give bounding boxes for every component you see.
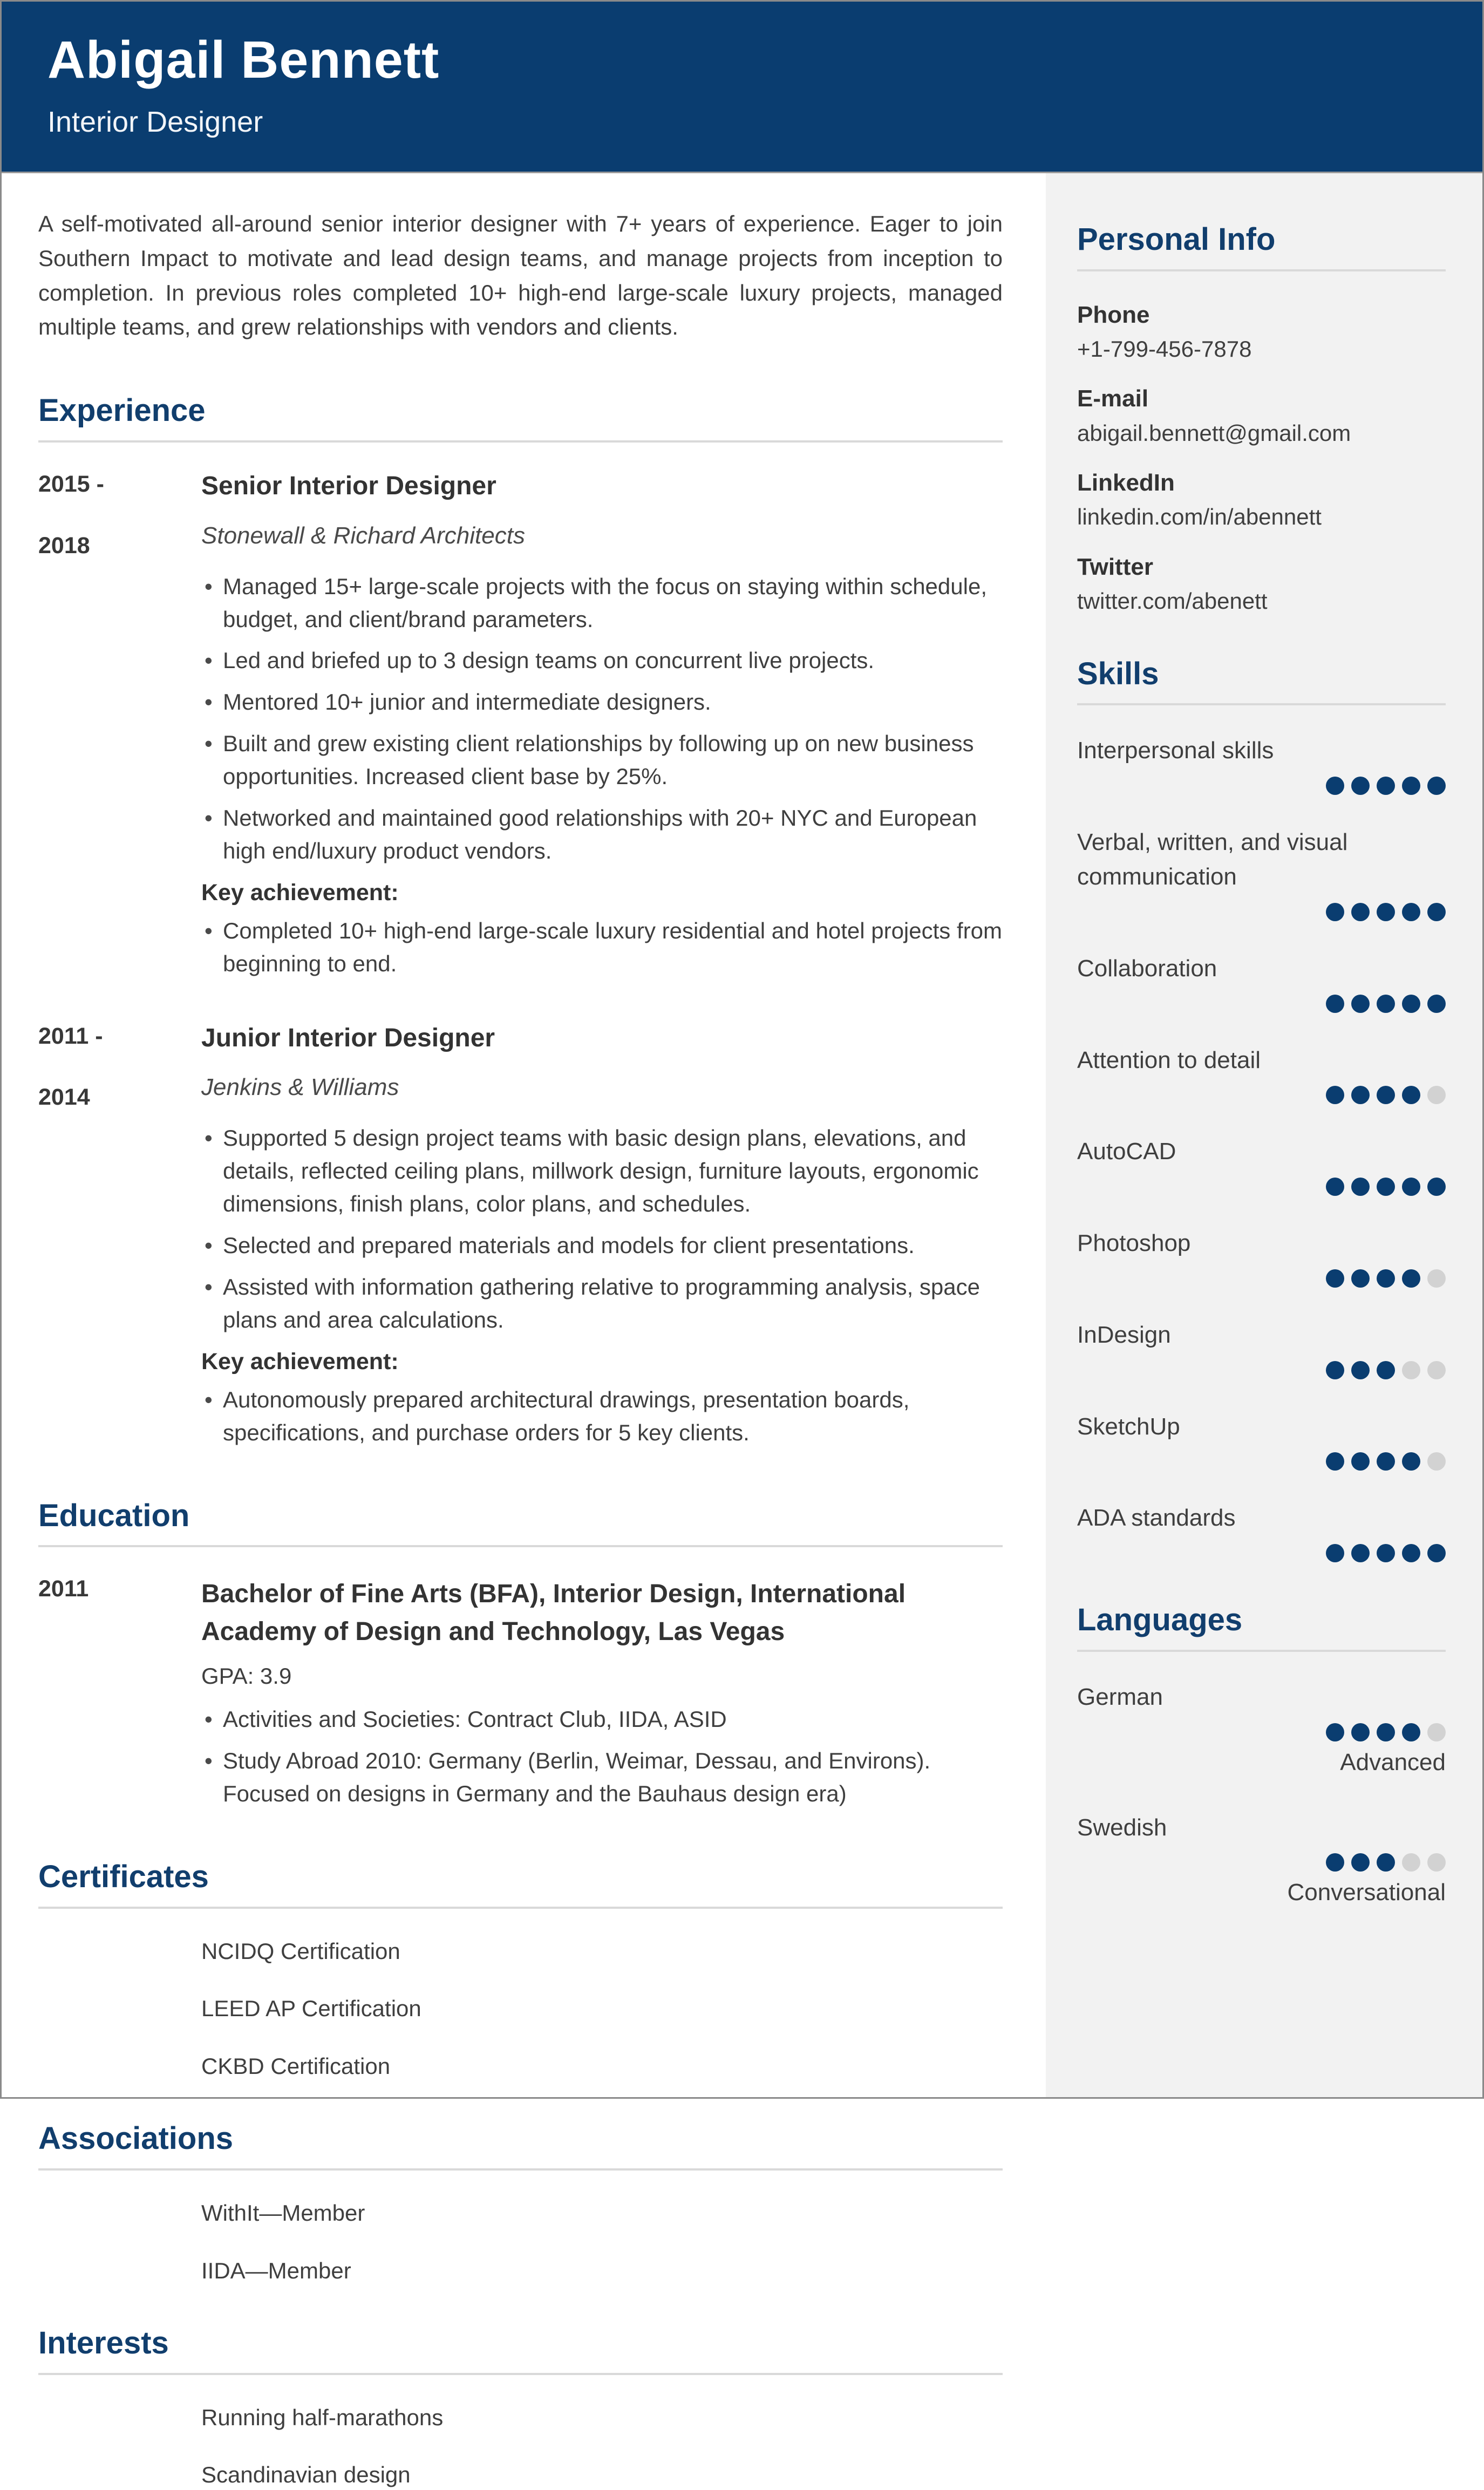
skill-rating <box>1077 1544 1446 1562</box>
interest-item: Running half-marathons <box>201 2404 444 2430</box>
language-name: German <box>1077 1683 1163 1710</box>
key-achievement-list <box>201 915 1003 981</box>
skill-entry <box>1077 1226 1446 1288</box>
interests-section <box>38 2324 1003 2490</box>
job-bullet-list <box>201 570 1003 868</box>
rating-dot <box>1326 1269 1344 1288</box>
rating-dot <box>1402 1269 1420 1288</box>
twitter-value: twitter.com/abenett <box>1077 588 1268 614</box>
skill-rating <box>1077 1086 1446 1104</box>
bullet-item: • Autonomously prepared architectural drawings, presentation boards, specifications, and purchase orders for 5 key clients. <box>201 1384 1003 1450</box>
languages-heading: Languages <box>1077 1602 1243 1638</box>
education-heading: Education <box>38 1498 190 1533</box>
experience-heading: Experience <box>38 393 206 428</box>
rating-dot <box>1377 1544 1395 1562</box>
person-name: Abigail Bennett <box>47 30 440 89</box>
bullet-item: • Study Abroad 2010: Germany (Berlin, Weimar, Dessau, and Environs). Focused on designs in Germany and the Bauhaus design era) <box>201 1745 1003 1811</box>
email-value: abigail.bennett@gmail.com <box>1077 420 1351 446</box>
job-date-to: 2018 <box>38 532 90 559</box>
rating-dot <box>1427 995 1446 1013</box>
section-divider <box>38 1907 1003 1909</box>
rating-dot <box>1326 1544 1344 1562</box>
personal-label: Twitter <box>1077 553 1153 580</box>
gpa-line: GPA: 3.9 <box>201 1663 292 1689</box>
rating-dot <box>1402 903 1420 921</box>
experience-section <box>38 392 1003 1458</box>
skill-entry <box>1077 1318 1446 1379</box>
certificate-item: CKBD Certification <box>201 2053 391 2079</box>
rating-dot <box>1377 1269 1395 1288</box>
skill-name: Attention to detail <box>1077 1046 1261 1073</box>
person-job-title: Interior Designer <box>47 105 263 138</box>
key-achievement-label: Key achievement: <box>201 879 399 906</box>
skill-rating <box>1077 777 1446 795</box>
rating-dot <box>1351 995 1370 1013</box>
degree-title: Bachelor of Fine Arts (BFA), Interior Design, International Academy of Design and Technology, Las Vegas <box>201 1580 906 1646</box>
language-entry <box>1077 1811 1446 1907</box>
associations-list <box>201 2199 1003 2285</box>
job-dates <box>38 1023 201 1458</box>
bullet-item: • Mentored 10+ junior and intermediate designers. <box>201 686 1003 719</box>
language-name: Swedish <box>1077 1814 1167 1841</box>
interests-heading: Interests <box>38 2325 169 2361</box>
job-entry <box>38 471 1003 989</box>
section-divider <box>1077 269 1446 271</box>
rating-dot <box>1377 1086 1395 1104</box>
rating-dot <box>1377 777 1395 795</box>
skill-name: Collaboration <box>1077 955 1217 982</box>
certificates-section <box>38 1858 1003 2081</box>
bullet-item: • Managed 15+ large-scale projects with the focus on staying within schedule, budget, and client/brand parameters. <box>201 570 1003 636</box>
rating-dot <box>1351 1086 1370 1104</box>
rating-dot <box>1326 1086 1344 1104</box>
skill-rating <box>1077 995 1446 1013</box>
skill-name: AutoCAD <box>1077 1138 1176 1165</box>
bullet-item: • Supported 5 design project teams with basic design plans, elevations, and details, reflected ceiling plans, millwork design, furniture layouts, ergonomic dimensions, finish plans, color plans, and schedules. <box>201 1122 1003 1221</box>
education-date: 2011 <box>38 1576 89 1602</box>
job-details <box>201 1023 1003 1458</box>
job-company: Stonewall & Richard Architects <box>201 522 525 549</box>
rating-dot <box>1377 1452 1395 1471</box>
rating-dot <box>1377 995 1395 1013</box>
personal-info-list <box>1077 300 1446 616</box>
rating-dot <box>1351 1853 1370 1872</box>
rating-dot <box>1326 777 1344 795</box>
language-level-label: Conversational <box>1287 1879 1446 1906</box>
languages-list <box>1077 1680 1446 1907</box>
skill-entry <box>1077 733 1446 795</box>
skills-list <box>1077 733 1446 1562</box>
skill-entry <box>1077 1410 1446 1471</box>
bullet-item: • Networked and maintained good relationships with 20+ NYC and European high end/luxury product vendors. <box>201 802 1003 868</box>
personal-label: Phone <box>1077 301 1150 328</box>
job-dates <box>38 471 201 989</box>
rating-dot <box>1427 1723 1446 1741</box>
rating-dot <box>1427 1452 1446 1471</box>
language-entry <box>1077 1680 1446 1776</box>
certificates-heading: Certificates <box>38 1859 209 1894</box>
skill-name: ADA standards <box>1077 1505 1236 1532</box>
section-divider <box>38 1545 1003 1547</box>
content-columns <box>2 173 1482 2488</box>
skills-heading: Skills <box>1077 656 1159 691</box>
skill-entry <box>1077 951 1446 1013</box>
personal-label: LinkedIn <box>1077 470 1175 496</box>
rating-dot <box>1402 1178 1420 1196</box>
interests-list <box>201 2403 1003 2490</box>
rating-dot <box>1351 1178 1370 1196</box>
association-item: IIDA—Member <box>201 2257 351 2283</box>
header <box>2 2 1482 173</box>
rating-dot <box>1351 1723 1370 1741</box>
main-column <box>2 173 1046 2488</box>
section-divider <box>1077 1650 1446 1652</box>
language-rating <box>1077 1853 1446 1872</box>
rating-dot <box>1326 1178 1344 1196</box>
language-level-label: Advanced <box>1340 1749 1446 1775</box>
rating-dot <box>1351 903 1370 921</box>
rating-dot <box>1377 1178 1395 1196</box>
skill-rating <box>1077 1178 1446 1196</box>
rating-dot <box>1402 1452 1420 1471</box>
linkedin-value: linkedin.com/in/abennett <box>1077 504 1322 530</box>
bullet-item: • Selected and prepared materials and models for client presentations. <box>201 1229 1003 1262</box>
key-achievement-label: Key achievement: <box>201 1348 399 1375</box>
phone-value: +1-799-456-7878 <box>1077 336 1252 362</box>
rating-dot <box>1427 1086 1446 1104</box>
associations-section <box>38 2120 1003 2285</box>
rating-dot <box>1326 903 1344 921</box>
rating-dot <box>1351 1361 1370 1379</box>
rating-dot <box>1377 903 1395 921</box>
section-divider <box>38 440 1003 443</box>
bullet-item: • Activities and Societies: Contract Club, IIDA, ASID <box>201 1703 1003 1736</box>
skill-entry <box>1077 1501 1446 1562</box>
job-title: Junior Interior Designer <box>201 1023 495 1052</box>
rating-dot <box>1402 1853 1420 1872</box>
rating-dot <box>1427 1544 1446 1562</box>
skill-rating <box>1077 903 1446 921</box>
skill-entry <box>1077 1134 1446 1196</box>
rating-dot <box>1427 1269 1446 1288</box>
rating-dot <box>1377 1723 1395 1741</box>
rating-dot <box>1402 1361 1420 1379</box>
job-date-to: 2014 <box>38 1084 90 1111</box>
section-divider <box>38 2168 1003 2171</box>
rating-dot <box>1427 1853 1446 1872</box>
section-divider <box>38 2373 1003 2375</box>
job-date-from: 2011 - <box>38 1023 103 1049</box>
bullet-item: • Built and grew existing client relationships by following up on new business opportunities. Increased client base by 25%. <box>201 727 1003 793</box>
language-rating <box>1077 1723 1446 1741</box>
rating-dot <box>1377 1853 1395 1872</box>
rating-dot <box>1427 1361 1446 1379</box>
rating-dot <box>1402 777 1420 795</box>
rating-dot <box>1402 1086 1420 1104</box>
personal-info-heading: Personal Info <box>1077 222 1276 257</box>
job-title: Senior Interior Designer <box>201 471 496 500</box>
certificates-list <box>201 1937 1003 2081</box>
summary-paragraph: A self-motivated all-around senior interior designer with 7+ years of experience. Eager to join Southern Impact to motivate and lead design teams, and manage projects from inception to completion. In previous roles completed 10+ high-end large-scale luxury projects, managed multiple teams, and grew relationships with vendors and clients. <box>38 211 1003 340</box>
bullet-item: • Completed 10+ high-end large-scale luxury residential and hotel projects from beginning to end. <box>201 915 1003 981</box>
skill-name: Photoshop <box>1077 1230 1191 1257</box>
job-details <box>201 471 1003 989</box>
rating-dot <box>1427 1178 1446 1196</box>
skill-rating <box>1077 1361 1446 1379</box>
rating-dot <box>1377 1361 1395 1379</box>
job-company: Jenkins & Williams <box>201 1074 399 1101</box>
section-divider <box>1077 703 1446 705</box>
rating-dot <box>1427 777 1446 795</box>
personal-label: E-mail <box>1077 385 1149 412</box>
skill-name: SketchUp <box>1077 1413 1180 1440</box>
skill-name: InDesign <box>1077 1321 1171 1348</box>
education-section <box>38 1497 1003 1819</box>
rating-dot <box>1351 777 1370 795</box>
education-bullet-list <box>201 1703 1003 1811</box>
interest-item: Scandinavian design <box>201 2462 411 2488</box>
skill-name: Verbal, written, and visual communication <box>1077 829 1348 890</box>
associations-heading: Associations <box>38 2121 233 2156</box>
certificate-item: NCIDQ Certification <box>201 1938 400 1964</box>
rating-dot <box>1326 1452 1344 1471</box>
sidebar <box>1046 173 1482 2097</box>
job-entry <box>38 1023 1003 1458</box>
rating-dot <box>1326 995 1344 1013</box>
education-details <box>201 1575 1003 1819</box>
skill-entry <box>1077 825 1446 921</box>
rating-dot <box>1402 995 1420 1013</box>
certificate-item: LEED AP Certification <box>201 1996 421 2022</box>
rating-dot <box>1351 1269 1370 1288</box>
education-entry <box>38 1575 1003 1819</box>
rating-dot <box>1402 1544 1420 1562</box>
skill-name: Interpersonal skills <box>1077 737 1274 764</box>
rating-dot <box>1427 903 1446 921</box>
rating-dot <box>1326 1723 1344 1741</box>
skill-rating <box>1077 1269 1446 1288</box>
skill-entry <box>1077 1043 1446 1105</box>
rating-dot <box>1326 1361 1344 1379</box>
rating-dot <box>1326 1853 1344 1872</box>
rating-dot <box>1351 1544 1370 1562</box>
bullet-item: • Assisted with information gathering relative to programming analysis, space plans and area calculations. <box>201 1271 1003 1337</box>
bullet-item: • Led and briefed up to 3 design teams on concurrent live projects. <box>201 644 1003 677</box>
skill-rating <box>1077 1452 1446 1471</box>
key-achievement-list <box>201 1384 1003 1450</box>
association-item: WithIt—Member <box>201 2200 365 2226</box>
rating-dot <box>1402 1723 1420 1741</box>
rating-dot <box>1351 1452 1370 1471</box>
job-date-from: 2015 - <box>38 471 104 497</box>
job-bullet-list <box>201 1122 1003 1336</box>
